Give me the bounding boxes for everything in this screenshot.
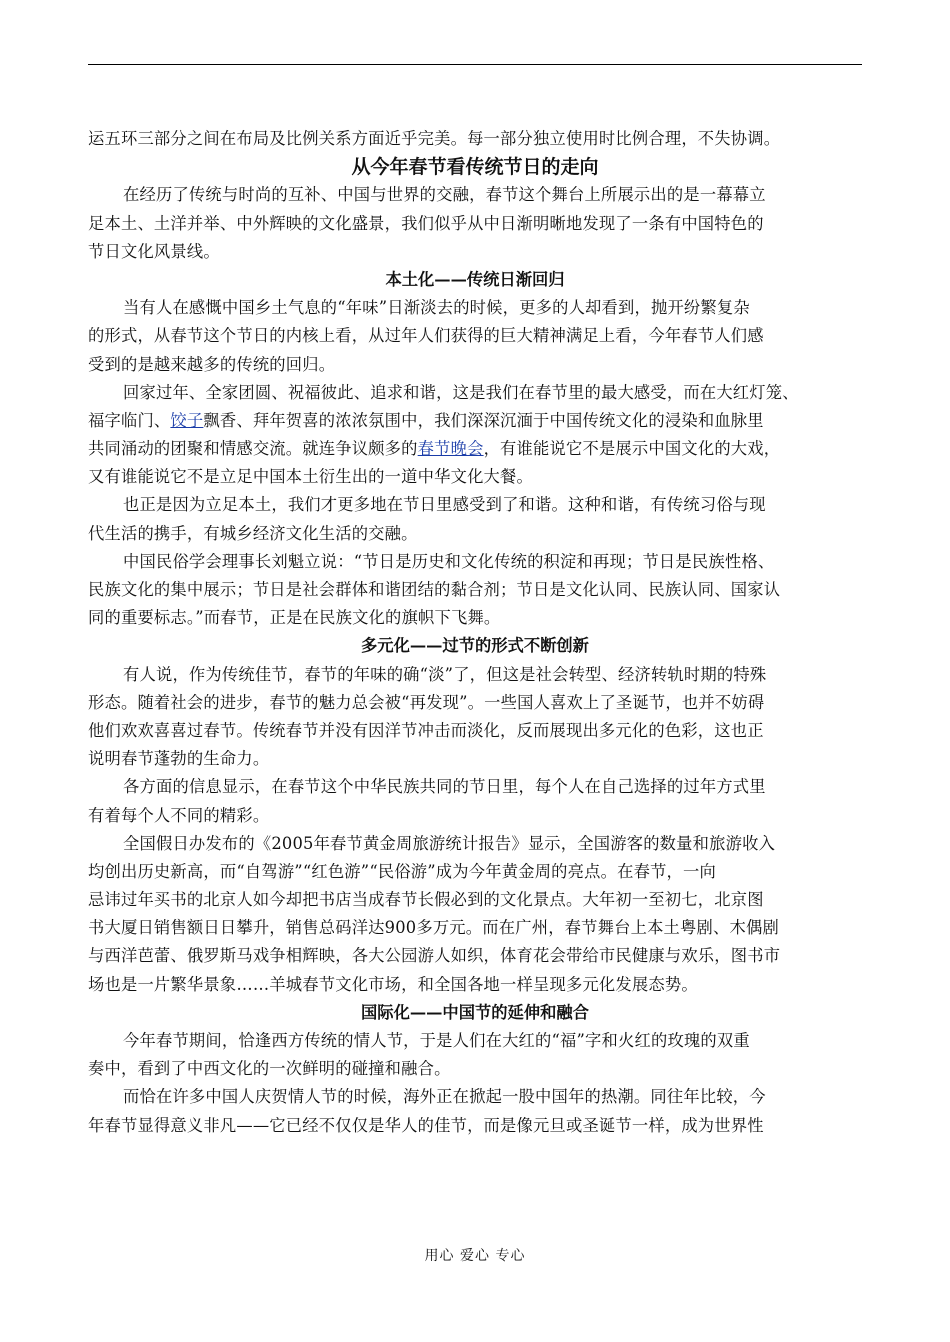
paragraph-line: 均创出历史新高，而“自驾游”“红色游”“民俗游”成为今年黄金周的亮点。在春节，一向	[88, 861, 716, 881]
paragraph-line: 形态。随着社会的进步，春节的魅力总会被“再发现”。一些国人喜欢上了圣诞节，也并不妨碍	[88, 692, 765, 712]
paragraph-line: 民族文化的集中展示；节日是社会群体和谐团结的黏合剂；节日是文化认同、民族认同、国家认	[88, 580, 781, 599]
intro-line: 足本土、土洋并举、中外辉映的文化盛景，我们似乎从中日渐明晰地发现了一条有中国特色的	[88, 213, 764, 233]
paragraph-line: 说明春节蓬勃的生命力。	[88, 749, 270, 769]
document-body	[88, 125, 862, 1140]
text-span: 飘香、拜年贺喜的浓浓氛围中，我们深深沉湎于中国传统文化的浸染和血脉里	[203, 410, 764, 430]
paragraph-line: 今年春节期间，恰逢西方传统的情人节，于是人们在大红的“福”字和火红的玫瑰的双重	[123, 1031, 750, 1050]
link-dumplings[interactable]: 饺子	[170, 410, 204, 430]
article-title: 从今年春节看传统节日的走向	[351, 156, 599, 179]
paragraph-line: 全国假日办发布的《2005年春节黄金周旅游统计报告》显示，全国游客的数量和旅游收入	[123, 833, 776, 853]
paragraph-line: 而恰在许多中国人庆贺情人节的时候，海外正在掀起一股中国年的热潮。同往年比较，今	[123, 1087, 766, 1107]
section-heading-internationalization: 国际化——中国节的延伸和融合	[361, 1002, 589, 1022]
paragraph-line	[88, 407, 862, 435]
text-span: 共同涌动的团聚和情感交流。就连争议颇多的	[88, 439, 418, 459]
paragraph-line: 当有人在感慨中国乡土气息的“年味”日渐淡去的时候，更多的人却看到，抛开纷繁复杂	[123, 298, 750, 318]
paragraph-line: 也正是因为立足本土，我们才更多地在节日里感受到了和谐。这种和谐，有传统习俗与现	[123, 495, 766, 515]
paragraph-line: 受到的是越来越多的传统的回归。	[88, 354, 336, 374]
intro-line: 在经历了传统与时尚的互补、中国与世界的交融，春节这个舞台上所展示出的是一幕幕立	[123, 185, 766, 205]
paragraph-line: 回家过年、全家团圆、祝福彼此、追求和谐，这是我们在春节里的最大感受，而在大红灯笼、	[123, 382, 799, 402]
header-rule	[88, 64, 862, 65]
section-heading-diversification: 多元化——过节的形式不断创新	[361, 636, 589, 656]
paragraph-line	[88, 435, 862, 463]
paragraph-line: 忌讳过年买书的北京人如今却把书店当成春节长假必到的文化景点。大年初一至初七，北京图	[88, 890, 764, 910]
paragraph-line: 场也是一片繁华景象……羊城春节文化市场，和全国各地一样呈现多元化发展态势。	[88, 974, 698, 994]
paragraph-line: 与西洋芭蕾、俄罗斯马戏争相辉映，各大公园游人如织，体育花会带给市民健康与欢乐，图书市	[88, 946, 781, 966]
text-span: 福字临门、	[88, 410, 171, 430]
paragraph-line: 奏中，看到了中西文化的一次鲜明的碰撞和融合。	[88, 1059, 451, 1079]
intro-line: 节日文化风景线。	[88, 241, 220, 261]
paragraph-line: 的形式，从春节这个节日的内核上看，从过年人们获得的巨大精神满足上看，今年春节人们感	[88, 326, 764, 346]
paragraph-line: 有人说，作为传统佳节，春节的年味的确“淡”了，但这是社会转型、经济转轨时期的特殊	[123, 664, 767, 684]
paragraph-line: 又有谁能说它不是立足中国本土衍生出的一道中华文化大餐。	[88, 467, 533, 487]
link-spring-festival-gala[interactable]: 春节晚会	[417, 439, 484, 459]
paragraph-line: 他们欢欢喜喜过春节。传统春节并没有因洋节冲击而淡化，反而展现出多元化的色彩，这也正	[88, 720, 764, 740]
paragraph-line: 同的重要标志。”而春节，正是在民族文化的旗帜下飞舞。	[88, 608, 501, 628]
paragraph-line: 书大厦日销售额日日攀升，销售总码洋达900多万元。而在广州，春节舞台上本土粤剧、木偶剧	[88, 918, 779, 938]
section-heading-localization: 本土化——传统日渐回归	[385, 269, 565, 289]
paragraph-line: 各方面的信息显示，在春节这个中华民族共同的节日里，每个人在自己选择的过年方式里	[123, 777, 766, 797]
page-footer: 用心 爱心 专心	[424, 1248, 526, 1264]
continued-text-line: 运五环三部分之间在布局及比例关系方面近乎完美。每一部分独立使用时比例合理，不失协调。	[88, 129, 781, 148]
paragraph-line: 代生活的携手，有城乡经济文化生活的交融。	[88, 523, 418, 543]
text-span: ，有谁能说它不是展示中国文化的大戏，	[483, 439, 781, 459]
paragraph-line: 中国民俗学会理事长刘魁立说：“节日是历史和文化传统的积淀和再现；节日是民族性格、	[123, 551, 775, 571]
paragraph-line: 有着每个人不同的精彩。	[88, 805, 270, 825]
paragraph-line: 年春节显得意义非凡——它已经不仅仅是华人的佳节，而是像元旦或圣诞节一样，成为世界性	[88, 1115, 764, 1135]
